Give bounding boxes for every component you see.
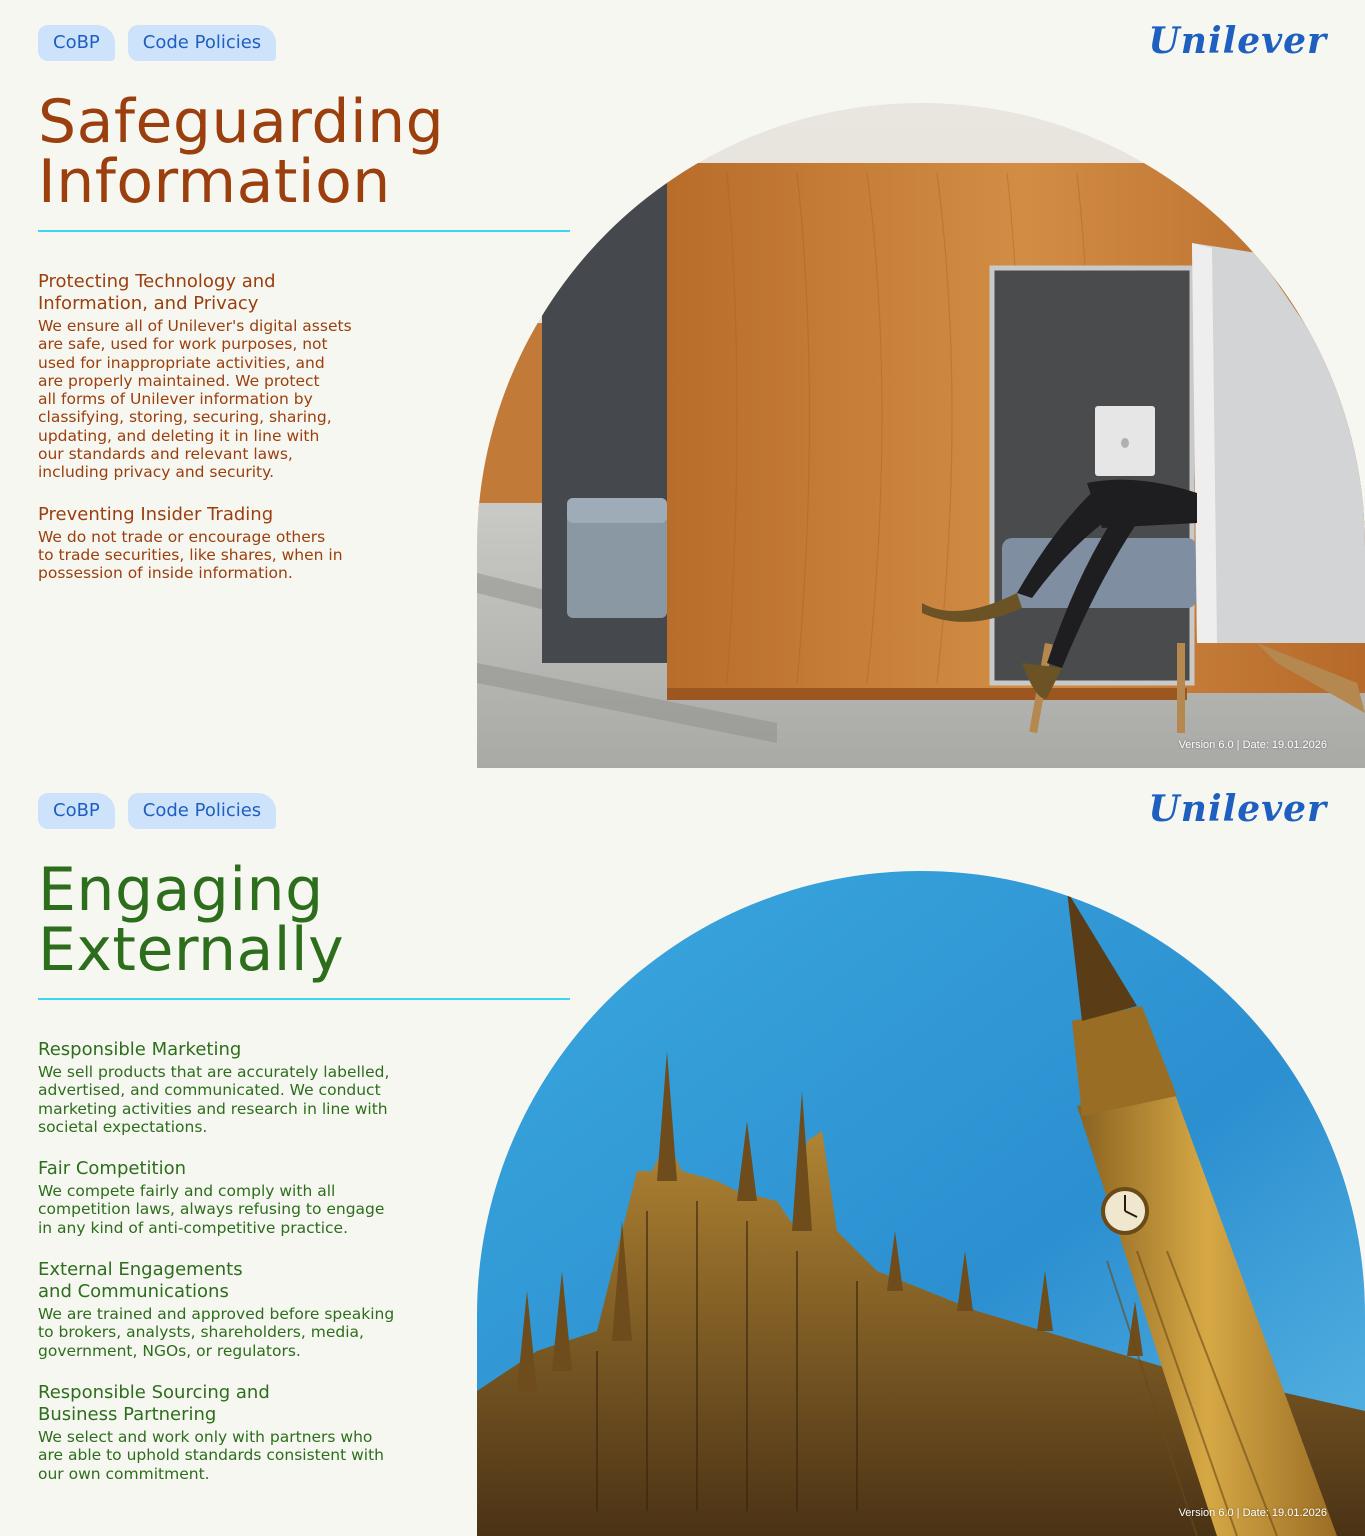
version-label: Version 6.0 | Date: 19.01.2026 bbox=[1178, 1507, 1327, 1519]
page-title-line2: Information bbox=[38, 147, 391, 217]
page-title bbox=[38, 87, 445, 217]
title-divider bbox=[38, 230, 570, 232]
big-ben-illustration bbox=[477, 871, 1365, 1536]
breadcrumb-tabs bbox=[38, 793, 276, 829]
office-pod-illustration bbox=[477, 103, 1365, 768]
section-fair-competition bbox=[38, 1158, 408, 1237]
office-pod-photo bbox=[477, 103, 1365, 768]
section-heading: Fair Competition bbox=[38, 1158, 187, 1180]
section-responsible-sourcing bbox=[38, 1382, 408, 1483]
section-body: We select and work only with partners who are able to uphold standards consistent with our own commitment. bbox=[38, 1427, 384, 1483]
section-heading: Responsible Marketing bbox=[38, 1039, 242, 1060]
section-heading: Responsible Sourcing and Business Partnering bbox=[38, 1381, 270, 1425]
section-responsible-marketing bbox=[38, 1039, 408, 1136]
content-column bbox=[38, 271, 408, 605]
version-label: Version 6.0 | Date: 19.01.2026 bbox=[1178, 739, 1327, 751]
unilever-logo: Unilever bbox=[1148, 20, 1327, 62]
page-title-line2: Externally bbox=[38, 915, 345, 985]
section-heading: Protecting Technology and Information, and Privacy bbox=[38, 271, 276, 314]
tab-cobp[interactable]: CoBP bbox=[38, 25, 115, 61]
big-ben-photo bbox=[477, 871, 1365, 1536]
page-engaging-externally bbox=[0, 768, 1365, 1536]
title-divider bbox=[38, 998, 570, 1000]
content-column bbox=[38, 1039, 408, 1505]
tab-cobp[interactable]: CoBP bbox=[38, 793, 115, 829]
section-heading: Preventing Insider Trading bbox=[38, 503, 274, 525]
section-body: We sell products that are accurately labelled, advertised, and communicated. We conduct marketing activities and research in line with societal expectations. bbox=[38, 1063, 390, 1136]
tab-code-policies[interactable]: Code Policies bbox=[128, 793, 276, 829]
section-body: We compete fairly and comply with all competition laws, always refusing to engage in any kind of anti-competitive practice. bbox=[38, 1182, 385, 1237]
tab-code-policies[interactable]: Code Policies bbox=[128, 25, 276, 61]
page-title-line1: Safeguarding bbox=[38, 87, 445, 157]
page-title bbox=[38, 855, 345, 985]
breadcrumb-tabs bbox=[38, 25, 276, 61]
section-insider-trading bbox=[38, 504, 408, 583]
section-external-engagements bbox=[38, 1259, 408, 1360]
section-body: We do not trade or encourage others to trade securities, like shares, when in possession of inside information. bbox=[38, 527, 343, 583]
section-heading: External Engagements and Communications bbox=[38, 1259, 243, 1303]
unilever-logo: Unilever bbox=[1148, 788, 1327, 830]
section-body: We are trained and approved before speaking to brokers, analysts, shareholders, media, government, NGOs, or regulators. bbox=[38, 1305, 395, 1360]
section-protecting-technology bbox=[38, 271, 408, 482]
section-body: We ensure all of Unilever's digital assets are safe, used for work purposes, not used for inappropriate activities, and are properly maintained. We protect all forms of Unilever information by classifying, storing, securing, sharing, updating, and deleting it in line with our standards and relevant laws, including privacy and security. bbox=[38, 317, 352, 482]
page-title-line1: Engaging bbox=[38, 855, 324, 925]
